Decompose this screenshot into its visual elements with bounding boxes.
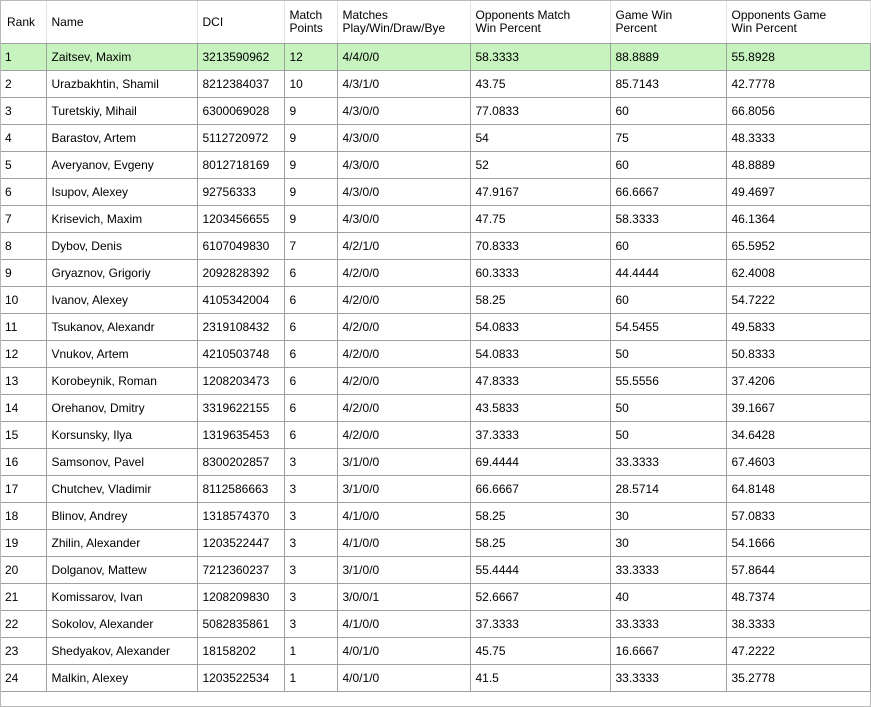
cell-name[interactable]: Dolganov, Mattew bbox=[46, 557, 197, 584]
cell-match-points[interactable]: 3 bbox=[284, 530, 337, 557]
table-row[interactable] bbox=[1, 395, 870, 422]
cell-match-points[interactable]: 10 bbox=[284, 71, 337, 98]
table-row[interactable] bbox=[1, 422, 870, 449]
cell-game-win-percent[interactable]: 60 bbox=[610, 287, 726, 314]
cell-match-points[interactable]: 6 bbox=[284, 287, 337, 314]
cell-game-win-percent[interactable]: 85.7143 bbox=[610, 71, 726, 98]
cell-game-win-percent[interactable]: 60 bbox=[610, 152, 726, 179]
cell-opponents-game-win-percent[interactable]: 67.4603 bbox=[726, 449, 870, 476]
standings-table bbox=[1, 1, 871, 692]
cell-name[interactable]: Ivanov, Alexey bbox=[46, 287, 197, 314]
cell-dci[interactable]: 92756333 bbox=[197, 179, 284, 206]
cell-matches[interactable]: 4/3/0/0 bbox=[337, 179, 470, 206]
cell-dci[interactable]: 18158202 bbox=[197, 638, 284, 665]
cell-opponents-match-win-percent[interactable]: 77.0833 bbox=[470, 98, 610, 125]
cell-game-win-percent[interactable]: 50 bbox=[610, 341, 726, 368]
table-row[interactable] bbox=[1, 206, 870, 233]
cell-opponents-game-win-percent[interactable]: 48.8889 bbox=[726, 152, 870, 179]
cell-rank[interactable]: 13 bbox=[1, 368, 46, 395]
cell-dci[interactable]: 8012718169 bbox=[197, 152, 284, 179]
cell-game-win-percent[interactable]: 28.5714 bbox=[610, 476, 726, 503]
cell-opponents-game-win-percent[interactable]: 34.6428 bbox=[726, 422, 870, 449]
cell-opponents-game-win-percent[interactable]: 66.8056 bbox=[726, 98, 870, 125]
cell-opponents-match-win-percent[interactable]: 47.8333 bbox=[470, 368, 610, 395]
cell-matches[interactable]: 4/0/1/0 bbox=[337, 665, 470, 692]
cell-opponents-game-win-percent[interactable]: 39.1667 bbox=[726, 395, 870, 422]
cell-opponents-match-win-percent[interactable]: 37.3333 bbox=[470, 611, 610, 638]
cell-rank[interactable]: 5 bbox=[1, 152, 46, 179]
cell-match-points[interactable]: 6 bbox=[284, 368, 337, 395]
cell-dci[interactable]: 2319108432 bbox=[197, 314, 284, 341]
cell-match-points[interactable]: 6 bbox=[284, 395, 337, 422]
cell-opponents-match-win-percent[interactable]: 47.75 bbox=[470, 206, 610, 233]
cell-opponents-match-win-percent[interactable]: 58.25 bbox=[470, 530, 610, 557]
table-row[interactable] bbox=[1, 125, 870, 152]
column-header-match-points[interactable] bbox=[284, 1, 337, 44]
cell-name[interactable]: Zaitsev, Maxim bbox=[46, 44, 197, 71]
cell-dci[interactable]: 1203522447 bbox=[197, 530, 284, 557]
cell-rank[interactable]: 23 bbox=[1, 638, 46, 665]
cell-opponents-game-win-percent[interactable]: 54.1666 bbox=[726, 530, 870, 557]
table-row[interactable] bbox=[1, 611, 870, 638]
cell-match-points[interactable]: 9 bbox=[284, 179, 337, 206]
cell-matches[interactable]: 4/4/0/0 bbox=[337, 44, 470, 71]
column-header-game-win-percent[interactable] bbox=[610, 1, 726, 44]
cell-opponents-game-win-percent[interactable]: 37.4206 bbox=[726, 368, 870, 395]
table-row[interactable] bbox=[1, 233, 870, 260]
cell-opponents-match-win-percent[interactable]: 43.75 bbox=[470, 71, 610, 98]
table-row[interactable] bbox=[1, 71, 870, 98]
cell-matches[interactable]: 3/1/0/0 bbox=[337, 476, 470, 503]
standings-body bbox=[1, 44, 870, 692]
cell-matches[interactable]: 4/2/1/0 bbox=[337, 233, 470, 260]
cell-name[interactable]: Sokolov, Alexander bbox=[46, 611, 197, 638]
cell-rank[interactable]: 3 bbox=[1, 98, 46, 125]
cell-opponents-match-win-percent[interactable]: 54 bbox=[470, 125, 610, 152]
cell-matches[interactable]: 4/2/0/0 bbox=[337, 422, 470, 449]
cell-rank[interactable]: 1 bbox=[1, 44, 46, 71]
cell-opponents-match-win-percent[interactable]: 52.6667 bbox=[470, 584, 610, 611]
cell-rank[interactable]: 15 bbox=[1, 422, 46, 449]
cell-opponents-game-win-percent[interactable]: 35.2778 bbox=[726, 665, 870, 692]
table-row[interactable] bbox=[1, 503, 870, 530]
cell-match-points[interactable]: 6 bbox=[284, 314, 337, 341]
column-header-matches[interactable] bbox=[337, 1, 470, 44]
cell-matches[interactable]: 4/2/0/0 bbox=[337, 260, 470, 287]
cell-matches[interactable]: 4/0/1/0 bbox=[337, 638, 470, 665]
cell-dci[interactable]: 1319635453 bbox=[197, 422, 284, 449]
cell-opponents-game-win-percent[interactable]: 55.8928 bbox=[726, 44, 870, 71]
cell-matches[interactable]: 4/2/0/0 bbox=[337, 341, 470, 368]
cell-dci[interactable]: 7212360237 bbox=[197, 557, 284, 584]
cell-dci[interactable]: 1208209830 bbox=[197, 584, 284, 611]
cell-rank[interactable]: 19 bbox=[1, 530, 46, 557]
table-row[interactable] bbox=[1, 476, 870, 503]
cell-rank[interactable]: 6 bbox=[1, 179, 46, 206]
header-label: Match bbox=[289, 8, 323, 22]
cell-match-points[interactable]: 3 bbox=[284, 611, 337, 638]
cell-opponents-game-win-percent[interactable]: 65.5952 bbox=[726, 233, 870, 260]
cell-game-win-percent[interactable]: 30 bbox=[610, 530, 726, 557]
cell-rank[interactable]: 8 bbox=[1, 233, 46, 260]
cell-opponents-match-win-percent[interactable]: 52 bbox=[470, 152, 610, 179]
table-row[interactable] bbox=[1, 179, 870, 206]
cell-dci[interactable]: 6107049830 bbox=[197, 233, 284, 260]
cell-opponents-match-win-percent[interactable]: 55.4444 bbox=[470, 557, 610, 584]
cell-opponents-game-win-percent[interactable]: 48.7374 bbox=[726, 584, 870, 611]
table-row[interactable] bbox=[1, 341, 870, 368]
cell-name[interactable]: Orehanov, Dmitry bbox=[46, 395, 197, 422]
cell-opponents-game-win-percent[interactable]: 46.1364 bbox=[726, 206, 870, 233]
cell-opponents-game-win-percent[interactable]: 54.7222 bbox=[726, 287, 870, 314]
cell-matches[interactable]: 4/3/0/0 bbox=[337, 206, 470, 233]
cell-match-points[interactable]: 6 bbox=[284, 341, 337, 368]
cell-rank[interactable]: 14 bbox=[1, 395, 46, 422]
cell-opponents-game-win-percent[interactable]: 49.4697 bbox=[726, 179, 870, 206]
cell-game-win-percent[interactable]: 44.4444 bbox=[610, 260, 726, 287]
cell-matches[interactable]: 4/2/0/0 bbox=[337, 395, 470, 422]
cell-name[interactable]: Zhilin, Alexander bbox=[46, 530, 197, 557]
cell-game-win-percent[interactable]: 60 bbox=[610, 98, 726, 125]
header-label: Win Percent bbox=[475, 21, 541, 35]
cell-name[interactable]: Barastov, Artem bbox=[46, 125, 197, 152]
cell-match-points[interactable]: 1 bbox=[284, 638, 337, 665]
cell-opponents-match-win-percent[interactable]: 47.9167 bbox=[470, 179, 610, 206]
cell-opponents-game-win-percent[interactable]: 49.5833 bbox=[726, 314, 870, 341]
cell-opponents-match-win-percent[interactable]: 37.3333 bbox=[470, 422, 610, 449]
cell-match-points[interactable]: 9 bbox=[284, 125, 337, 152]
table-row[interactable] bbox=[1, 449, 870, 476]
cell-game-win-percent[interactable]: 50 bbox=[610, 422, 726, 449]
cell-matches[interactable]: 4/2/0/0 bbox=[337, 314, 470, 341]
cell-dci[interactable]: 6300069028 bbox=[197, 98, 284, 125]
cell-match-points[interactable]: 9 bbox=[284, 152, 337, 179]
cell-rank[interactable]: 10 bbox=[1, 287, 46, 314]
cell-dci[interactable]: 8112586663 bbox=[197, 476, 284, 503]
table-row[interactable] bbox=[1, 368, 870, 395]
cell-match-points[interactable]: 3 bbox=[284, 449, 337, 476]
header-label: Opponents Match bbox=[475, 8, 571, 22]
cell-match-points[interactable]: 6 bbox=[284, 260, 337, 287]
cell-opponents-match-win-percent[interactable]: 54.0833 bbox=[470, 341, 610, 368]
cell-matches[interactable]: 4/3/1/0 bbox=[337, 71, 470, 98]
column-header-opponents-match-win-percent[interactable] bbox=[470, 1, 610, 44]
cell-name[interactable]: Shedyakov, Alexander bbox=[46, 638, 197, 665]
cell-name[interactable]: Korobeynik, Roman bbox=[46, 368, 197, 395]
cell-opponents-game-win-percent[interactable]: 42.7778 bbox=[726, 71, 870, 98]
cell-rank[interactable]: 4 bbox=[1, 125, 46, 152]
cell-game-win-percent[interactable]: 88.8889 bbox=[610, 44, 726, 71]
cell-name[interactable]: Averyanov, Evgeny bbox=[46, 152, 197, 179]
cell-name[interactable]: Tsukanov, Alexandr bbox=[46, 314, 197, 341]
cell-matches[interactable]: 4/3/0/0 bbox=[337, 98, 470, 125]
cell-rank[interactable]: 20 bbox=[1, 557, 46, 584]
cell-game-win-percent[interactable]: 33.3333 bbox=[610, 665, 726, 692]
cell-opponents-match-win-percent[interactable]: 41.5 bbox=[470, 665, 610, 692]
cell-opponents-match-win-percent[interactable]: 43.5833 bbox=[470, 395, 610, 422]
column-header-dci[interactable] bbox=[197, 1, 284, 44]
header-label: Game Win bbox=[615, 8, 673, 22]
cell-rank[interactable]: 18 bbox=[1, 503, 46, 530]
cell-dci[interactable]: 1203456655 bbox=[197, 206, 284, 233]
cell-game-win-percent[interactable]: 58.3333 bbox=[610, 206, 726, 233]
cell-matches[interactable]: 4/1/0/0 bbox=[337, 503, 470, 530]
cell-game-win-percent[interactable]: 75 bbox=[610, 125, 726, 152]
cell-name[interactable]: Vnukov, Artem bbox=[46, 341, 197, 368]
header-label: Rank bbox=[7, 14, 36, 29]
table-row[interactable] bbox=[1, 665, 870, 692]
cell-name[interactable]: Samsonov, Pavel bbox=[46, 449, 197, 476]
cell-opponents-game-win-percent[interactable]: 48.3333 bbox=[726, 125, 870, 152]
header-label: Play/Win/Draw/Bye bbox=[342, 21, 446, 35]
table-row[interactable] bbox=[1, 152, 870, 179]
table-row[interactable] bbox=[1, 584, 870, 611]
cell-match-points[interactable]: 3 bbox=[284, 476, 337, 503]
table-row[interactable] bbox=[1, 557, 870, 584]
cell-rank[interactable]: 9 bbox=[1, 260, 46, 287]
cell-opponents-game-win-percent[interactable]: 38.3333 bbox=[726, 611, 870, 638]
cell-dci[interactable]: 3213590962 bbox=[197, 44, 284, 71]
cell-rank[interactable]: 12 bbox=[1, 341, 46, 368]
cell-rank[interactable]: 7 bbox=[1, 206, 46, 233]
cell-match-points[interactable]: 6 bbox=[284, 422, 337, 449]
cell-name[interactable]: Dybov, Denis bbox=[46, 233, 197, 260]
cell-game-win-percent[interactable]: 16.6667 bbox=[610, 638, 726, 665]
header-label: Points bbox=[289, 21, 323, 35]
cell-matches[interactable]: 4/2/0/0 bbox=[337, 368, 470, 395]
cell-matches[interactable]: 3/0/0/1 bbox=[337, 584, 470, 611]
cell-match-points[interactable]: 12 bbox=[284, 44, 337, 71]
column-header-name[interactable] bbox=[46, 1, 197, 44]
cell-game-win-percent[interactable]: 33.3333 bbox=[610, 449, 726, 476]
cell-name[interactable]: Malkin, Alexey bbox=[46, 665, 197, 692]
cell-opponents-game-win-percent[interactable]: 50.8333 bbox=[726, 341, 870, 368]
cell-name[interactable]: Krisevich, Maxim bbox=[46, 206, 197, 233]
table-row[interactable] bbox=[1, 530, 870, 557]
cell-name[interactable]: Chutchev, Vladimir bbox=[46, 476, 197, 503]
cell-name[interactable]: Komissarov, Ivan bbox=[46, 584, 197, 611]
header-label: Name bbox=[51, 14, 84, 29]
cell-dci[interactable]: 5082835861 bbox=[197, 611, 284, 638]
cell-rank[interactable]: 21 bbox=[1, 584, 46, 611]
cell-name[interactable]: Gryaznov, Grigoriy bbox=[46, 260, 197, 287]
cell-game-win-percent[interactable]: 33.3333 bbox=[610, 611, 726, 638]
cell-dci[interactable]: 1203522534 bbox=[197, 665, 284, 692]
cell-rank[interactable]: 24 bbox=[1, 665, 46, 692]
cell-name[interactable]: Urazbakhtin, Shamil bbox=[46, 71, 197, 98]
cell-name[interactable]: Korsunsky, Ilya bbox=[46, 422, 197, 449]
cell-opponents-game-win-percent[interactable]: 47.2222 bbox=[726, 638, 870, 665]
cell-dci[interactable]: 4210503748 bbox=[197, 341, 284, 368]
cell-game-win-percent[interactable]: 55.5556 bbox=[610, 368, 726, 395]
table-row[interactable] bbox=[1, 98, 870, 125]
cell-opponents-game-win-percent[interactable]: 62.4008 bbox=[726, 260, 870, 287]
table-row[interactable] bbox=[1, 287, 870, 314]
cell-dci[interactable]: 8212384037 bbox=[197, 71, 284, 98]
table-row[interactable] bbox=[1, 314, 870, 341]
cell-opponents-match-win-percent[interactable]: 60.3333 bbox=[470, 260, 610, 287]
table-row[interactable] bbox=[1, 44, 870, 71]
cell-matches[interactable]: 4/3/0/0 bbox=[337, 125, 470, 152]
cell-dci[interactable]: 2092828392 bbox=[197, 260, 284, 287]
cell-opponents-match-win-percent[interactable]: 66.6667 bbox=[470, 476, 610, 503]
header-label: Percent bbox=[615, 21, 657, 35]
cell-game-win-percent[interactable]: 54.5455 bbox=[610, 314, 726, 341]
cell-dci[interactable]: 1318574370 bbox=[197, 503, 284, 530]
header-label: DCI bbox=[202, 14, 224, 29]
cell-game-win-percent[interactable]: 60 bbox=[610, 233, 726, 260]
cell-opponents-match-win-percent[interactable]: 58.3333 bbox=[470, 44, 610, 71]
cell-game-win-percent[interactable]: 30 bbox=[610, 503, 726, 530]
cell-matches[interactable]: 4/1/0/0 bbox=[337, 530, 470, 557]
cell-opponents-game-win-percent[interactable]: 57.8644 bbox=[726, 557, 870, 584]
cell-match-points[interactable]: 9 bbox=[284, 206, 337, 233]
table-row[interactable] bbox=[1, 638, 870, 665]
cell-game-win-percent[interactable]: 40 bbox=[610, 584, 726, 611]
cell-opponents-game-win-percent[interactable]: 64.8148 bbox=[726, 476, 870, 503]
cell-dci[interactable]: 3319622155 bbox=[197, 395, 284, 422]
table-row[interactable] bbox=[1, 260, 870, 287]
cell-match-points[interactable]: 9 bbox=[284, 98, 337, 125]
cell-name[interactable]: Blinov, Andrey bbox=[46, 503, 197, 530]
header-label: Win Percent bbox=[731, 21, 797, 35]
cell-opponents-match-win-percent[interactable]: 58.25 bbox=[470, 503, 610, 530]
cell-matches[interactable]: 4/3/0/0 bbox=[337, 152, 470, 179]
cell-match-points[interactable]: 3 bbox=[284, 557, 337, 584]
header-label: Opponents Game bbox=[731, 8, 827, 22]
cell-dci[interactable]: 4105342004 bbox=[197, 287, 284, 314]
cell-rank[interactable]: 16 bbox=[1, 449, 46, 476]
cell-matches[interactable]: 3/1/0/0 bbox=[337, 449, 470, 476]
cell-game-win-percent[interactable]: 66.6667 bbox=[610, 179, 726, 206]
cell-game-win-percent[interactable]: 50 bbox=[610, 395, 726, 422]
cell-name[interactable]: Turetskiy, Mihail bbox=[46, 98, 197, 125]
column-header-rank[interactable] bbox=[1, 1, 46, 44]
cell-rank[interactable]: 17 bbox=[1, 476, 46, 503]
header-row bbox=[1, 1, 870, 44]
cell-opponents-match-win-percent[interactable]: 70.8333 bbox=[470, 233, 610, 260]
cell-dci[interactable]: 1208203473 bbox=[197, 368, 284, 395]
cell-match-points[interactable]: 3 bbox=[284, 584, 337, 611]
cell-matches[interactable]: 3/1/0/0 bbox=[337, 557, 470, 584]
cell-match-points[interactable]: 3 bbox=[284, 503, 337, 530]
header-label: Matches bbox=[342, 8, 388, 22]
cell-opponents-match-win-percent[interactable]: 58.25 bbox=[470, 287, 610, 314]
cell-match-points[interactable]: 7 bbox=[284, 233, 337, 260]
cell-opponents-match-win-percent[interactable]: 45.75 bbox=[470, 638, 610, 665]
column-header-opponents-game-win-percent[interactable] bbox=[726, 1, 870, 44]
cell-opponents-game-win-percent[interactable]: 57.0833 bbox=[726, 503, 870, 530]
cell-opponents-match-win-percent[interactable]: 69.4444 bbox=[470, 449, 610, 476]
cell-name[interactable]: Isupov, Alexey bbox=[46, 179, 197, 206]
cell-matches[interactable]: 4/1/0/0 bbox=[337, 611, 470, 638]
cell-match-points[interactable]: 1 bbox=[284, 665, 337, 692]
cell-rank[interactable]: 2 bbox=[1, 71, 46, 98]
cell-dci[interactable]: 8300202857 bbox=[197, 449, 284, 476]
cell-opponents-match-win-percent[interactable]: 54.0833 bbox=[470, 314, 610, 341]
cell-matches[interactable]: 4/2/0/0 bbox=[337, 287, 470, 314]
cell-game-win-percent[interactable]: 33.3333 bbox=[610, 557, 726, 584]
cell-rank[interactable]: 11 bbox=[1, 314, 46, 341]
cell-dci[interactable]: 5112720972 bbox=[197, 125, 284, 152]
cell-rank[interactable]: 22 bbox=[1, 611, 46, 638]
